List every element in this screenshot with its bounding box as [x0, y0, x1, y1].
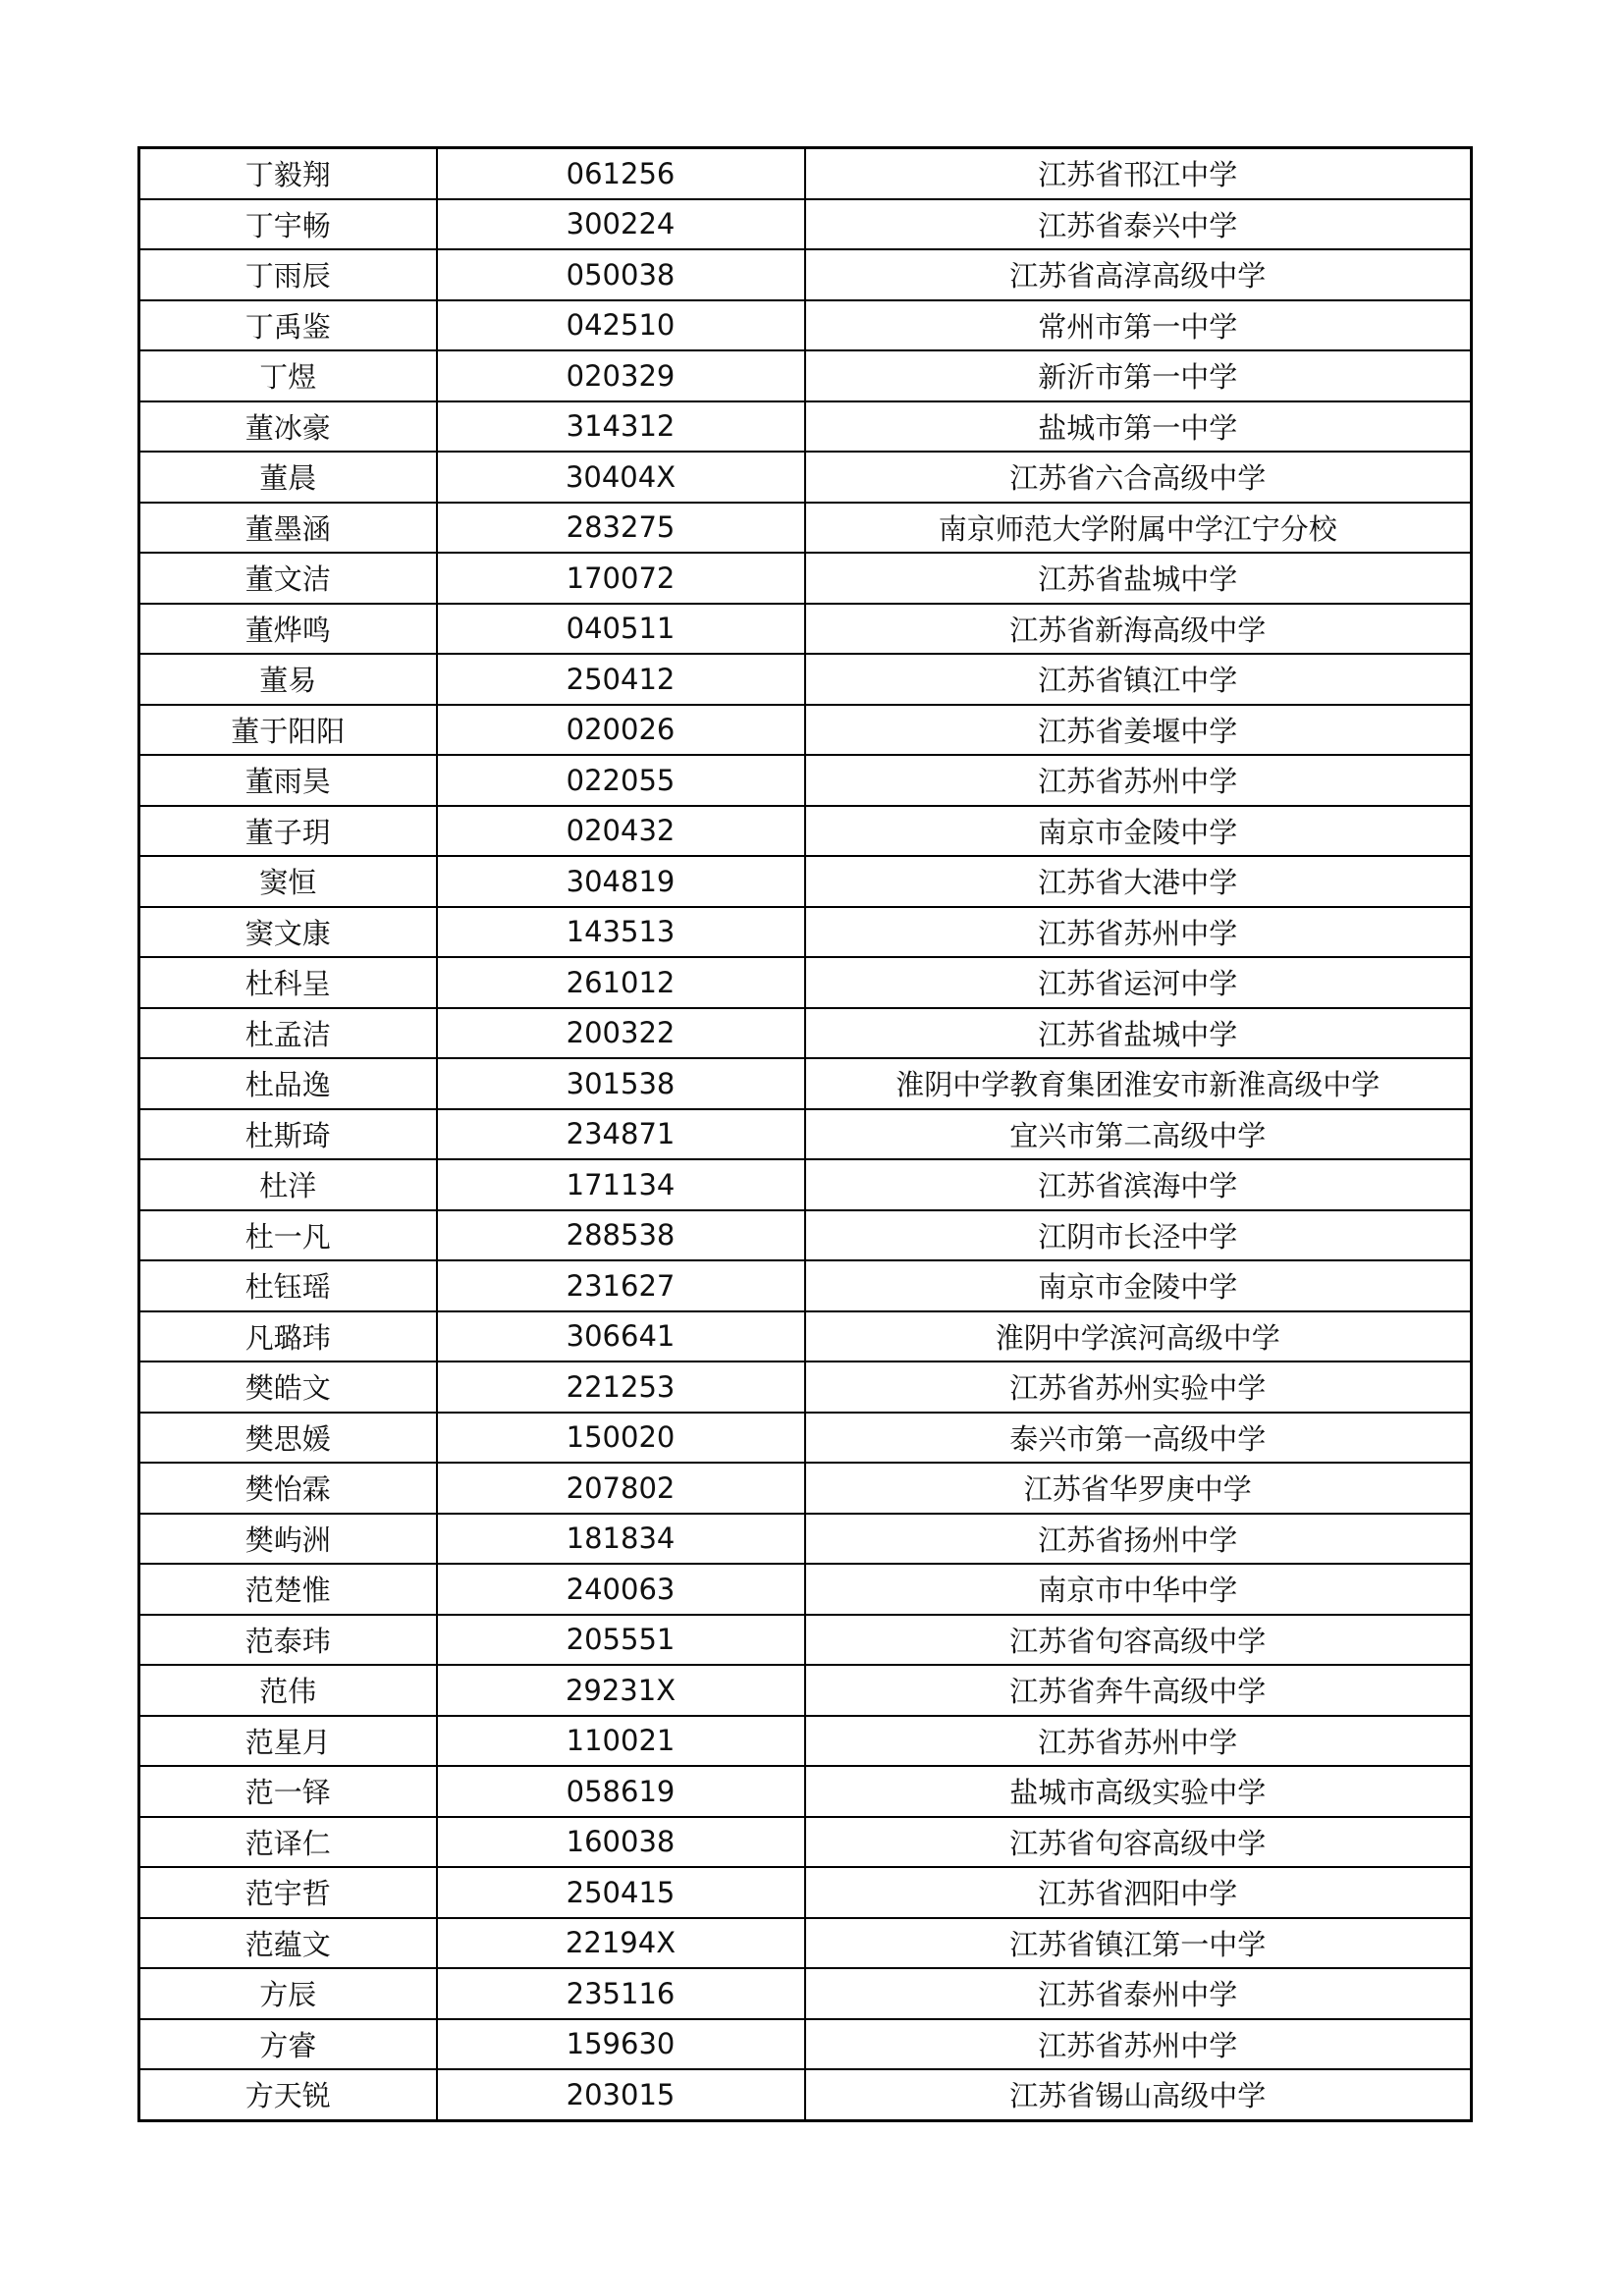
student-name-cell: 范楚惟 — [139, 1564, 437, 1615]
table-row — [139, 1210, 1472, 1261]
student-name-cell: 杜孟洁 — [139, 1008, 437, 1059]
student-id-cell: 29231X — [437, 1665, 805, 1716]
table-row — [139, 1463, 1472, 1514]
student-name-cell: 丁煜 — [139, 350, 437, 401]
student-id-cell: 159630 — [437, 2019, 805, 2070]
school-name-cell: 江苏省扬州中学 — [805, 1514, 1472, 1565]
student-name-cell: 凡璐玮 — [139, 1311, 437, 1362]
student-id-cell: 020432 — [437, 806, 805, 857]
table-row — [139, 957, 1472, 1008]
student-name-cell: 董冰豪 — [139, 401, 437, 453]
student-name-cell: 樊屿洲 — [139, 1514, 437, 1565]
student-name-cell: 董于阳阳 — [139, 705, 437, 756]
student-id-cell: 240063 — [437, 1564, 805, 1615]
table-row — [139, 1918, 1472, 1969]
student-id-cell: 231627 — [437, 1260, 805, 1311]
student-name-cell: 窦恒 — [139, 856, 437, 907]
student-name-cell: 董易 — [139, 654, 437, 705]
table-row — [139, 1716, 1472, 1767]
school-name-cell: 江苏省高淳高级中学 — [805, 249, 1472, 300]
table-row — [139, 148, 1472, 199]
table-row — [139, 755, 1472, 806]
table-row — [139, 350, 1472, 401]
student-id-cell: 283275 — [437, 503, 805, 554]
table-row — [139, 1766, 1472, 1817]
student-name-cell: 方天锐 — [139, 2069, 437, 2120]
student-name-cell: 范星月 — [139, 1716, 437, 1767]
student-id-cell: 020026 — [437, 705, 805, 756]
school-name-cell: 泰兴市第一高级中学 — [805, 1413, 1472, 1464]
school-name-cell: 江苏省镇江第一中学 — [805, 1918, 1472, 1969]
table-row — [139, 1109, 1472, 1160]
student-name-cell: 丁毅翔 — [139, 148, 437, 199]
table-row — [139, 806, 1472, 857]
school-name-cell: 江苏省苏州中学 — [805, 1716, 1472, 1767]
student-id-cell: 250415 — [437, 1867, 805, 1918]
table-row — [139, 1817, 1472, 1868]
table-row — [139, 1311, 1472, 1362]
table-row — [139, 1968, 1472, 2019]
student-name-cell: 丁雨辰 — [139, 249, 437, 300]
student-name-cell: 范译仁 — [139, 1817, 437, 1868]
table-row — [139, 1058, 1472, 1109]
student-id-cell: 143513 — [437, 907, 805, 958]
school-name-cell: 江苏省滨海中学 — [805, 1159, 1472, 1210]
table-row — [139, 553, 1472, 604]
school-name-cell: 江苏省运河中学 — [805, 957, 1472, 1008]
student-name-cell: 杜钰瑶 — [139, 1260, 437, 1311]
student-name-cell: 董文洁 — [139, 553, 437, 604]
student-name-cell: 樊思媛 — [139, 1413, 437, 1464]
student-id-cell: 304819 — [437, 856, 805, 907]
table-row — [139, 1413, 1472, 1464]
student-name-cell: 范蕴文 — [139, 1918, 437, 1969]
student-name-cell: 董雨昊 — [139, 755, 437, 806]
student-id-cell: 306641 — [437, 1311, 805, 1362]
school-name-cell: 南京市金陵中学 — [805, 806, 1472, 857]
table-row — [139, 199, 1472, 250]
student-name-cell: 樊怡霖 — [139, 1463, 437, 1514]
student-id-cell: 160038 — [437, 1817, 805, 1868]
student-id-cell: 314312 — [437, 401, 805, 453]
school-name-cell: 江苏省奔牛高级中学 — [805, 1665, 1472, 1716]
school-name-cell: 江苏省苏州实验中学 — [805, 1362, 1472, 1413]
student-id-cell: 300224 — [437, 199, 805, 250]
school-name-cell: 江苏省新海高级中学 — [805, 604, 1472, 655]
student-name-cell: 范宇哲 — [139, 1867, 437, 1918]
school-name-cell: 江苏省泰州中学 — [805, 1968, 1472, 2019]
student-id-cell: 203015 — [437, 2069, 805, 2120]
school-name-cell: 淮阴中学教育集团淮安市新淮高级中学 — [805, 1058, 1472, 1109]
school-name-cell: 江阴市长泾中学 — [805, 1210, 1472, 1261]
table-row — [139, 1260, 1472, 1311]
student-id-cell: 050038 — [437, 249, 805, 300]
table-row — [139, 503, 1472, 554]
table-row — [139, 1008, 1472, 1059]
table-row — [139, 1514, 1472, 1565]
student-name-cell: 樊皓文 — [139, 1362, 437, 1413]
table-row — [139, 452, 1472, 503]
school-name-cell: 宜兴市第二高级中学 — [805, 1109, 1472, 1160]
student-id-cell: 040511 — [437, 604, 805, 655]
student-name-cell: 丁禹鉴 — [139, 300, 437, 351]
student-id-cell: 288538 — [437, 1210, 805, 1261]
student-name-cell: 范泰玮 — [139, 1615, 437, 1666]
student-name-cell: 窦文康 — [139, 907, 437, 958]
table-row — [139, 1665, 1472, 1716]
school-name-cell: 南京师范大学附属中学江宁分校 — [805, 503, 1472, 554]
student-name-cell: 杜洋 — [139, 1159, 437, 1210]
table-row — [139, 604, 1472, 655]
school-name-cell: 江苏省盐城中学 — [805, 1008, 1472, 1059]
school-name-cell: 江苏省镇江中学 — [805, 654, 1472, 705]
table-row — [139, 654, 1472, 705]
student-name-cell: 杜一凡 — [139, 1210, 437, 1261]
student-name-cell: 董晨 — [139, 452, 437, 503]
student-id-cell: 250412 — [437, 654, 805, 705]
student-id-cell: 150020 — [437, 1413, 805, 1464]
school-name-cell: 盐城市第一中学 — [805, 401, 1472, 453]
table-row — [139, 300, 1472, 351]
school-name-cell: 江苏省盐城中学 — [805, 553, 1472, 604]
table-row — [139, 1615, 1472, 1666]
table-row — [139, 907, 1472, 958]
student-id-cell: 200322 — [437, 1008, 805, 1059]
student-id-cell: 205551 — [437, 1615, 805, 1666]
student-id-cell: 207802 — [437, 1463, 805, 1514]
student-name-cell: 杜科呈 — [139, 957, 437, 1008]
school-name-cell: 盐城市高级实验中学 — [805, 1766, 1472, 1817]
school-name-cell: 江苏省句容高级中学 — [805, 1615, 1472, 1666]
student-id-cell: 181834 — [437, 1514, 805, 1565]
school-name-cell: 江苏省邗江中学 — [805, 148, 1472, 199]
student-id-cell: 061256 — [437, 148, 805, 199]
table-row — [139, 1867, 1472, 1918]
student-id-cell: 020329 — [437, 350, 805, 401]
table-row — [139, 401, 1472, 453]
student-id-cell: 042510 — [437, 300, 805, 351]
school-name-cell: 江苏省锡山高级中学 — [805, 2069, 1472, 2120]
student-name-cell: 范一铎 — [139, 1766, 437, 1817]
student-id-cell: 171134 — [437, 1159, 805, 1210]
student-name-cell: 丁宇畅 — [139, 199, 437, 250]
table-row — [139, 705, 1472, 756]
roster-table — [137, 146, 1473, 2122]
table-row — [139, 1564, 1472, 1615]
student-id-cell: 22194X — [437, 1918, 805, 1969]
student-name-cell: 方辰 — [139, 1968, 437, 2019]
table-row — [139, 2019, 1472, 2070]
school-name-cell: 南京市中华中学 — [805, 1564, 1472, 1615]
table-row — [139, 856, 1472, 907]
school-name-cell: 江苏省六合高级中学 — [805, 452, 1472, 503]
student-id-cell: 235116 — [437, 1968, 805, 2019]
table-row — [139, 1362, 1472, 1413]
school-name-cell: 江苏省苏州中学 — [805, 2019, 1472, 2070]
student-name-cell: 杜斯琦 — [139, 1109, 437, 1160]
school-name-cell: 江苏省泗阳中学 — [805, 1867, 1472, 1918]
student-name-cell: 范伟 — [139, 1665, 437, 1716]
student-id-cell: 022055 — [437, 755, 805, 806]
school-name-cell: 常州市第一中学 — [805, 300, 1472, 351]
student-name-cell: 董烨鸣 — [139, 604, 437, 655]
school-name-cell: 江苏省苏州中学 — [805, 755, 1472, 806]
student-name-cell: 董子玥 — [139, 806, 437, 857]
student-id-cell: 058619 — [437, 1766, 805, 1817]
student-id-cell: 110021 — [437, 1716, 805, 1767]
school-name-cell: 江苏省句容高级中学 — [805, 1817, 1472, 1868]
school-name-cell: 江苏省华罗庚中学 — [805, 1463, 1472, 1514]
school-name-cell: 江苏省大港中学 — [805, 856, 1472, 907]
table-row — [139, 249, 1472, 300]
student-id-cell: 234871 — [437, 1109, 805, 1160]
school-name-cell: 江苏省苏州中学 — [805, 907, 1472, 958]
roster-body — [139, 148, 1472, 2121]
school-name-cell: 江苏省泰兴中学 — [805, 199, 1472, 250]
student-id-cell: 261012 — [437, 957, 805, 1008]
student-name-cell: 董墨涵 — [139, 503, 437, 554]
student-name-cell: 方睿 — [139, 2019, 437, 2070]
student-name-cell: 杜品逸 — [139, 1058, 437, 1109]
student-id-cell: 221253 — [437, 1362, 805, 1413]
school-name-cell: 淮阴中学滨河高级中学 — [805, 1311, 1472, 1362]
student-id-cell: 30404X — [437, 452, 805, 503]
school-name-cell: 新沂市第一中学 — [805, 350, 1472, 401]
school-name-cell: 南京市金陵中学 — [805, 1260, 1472, 1311]
student-id-cell: 170072 — [437, 553, 805, 604]
school-name-cell: 江苏省姜堰中学 — [805, 705, 1472, 756]
table-row — [139, 1159, 1472, 1210]
table-row — [139, 2069, 1472, 2120]
student-id-cell: 301538 — [437, 1058, 805, 1109]
